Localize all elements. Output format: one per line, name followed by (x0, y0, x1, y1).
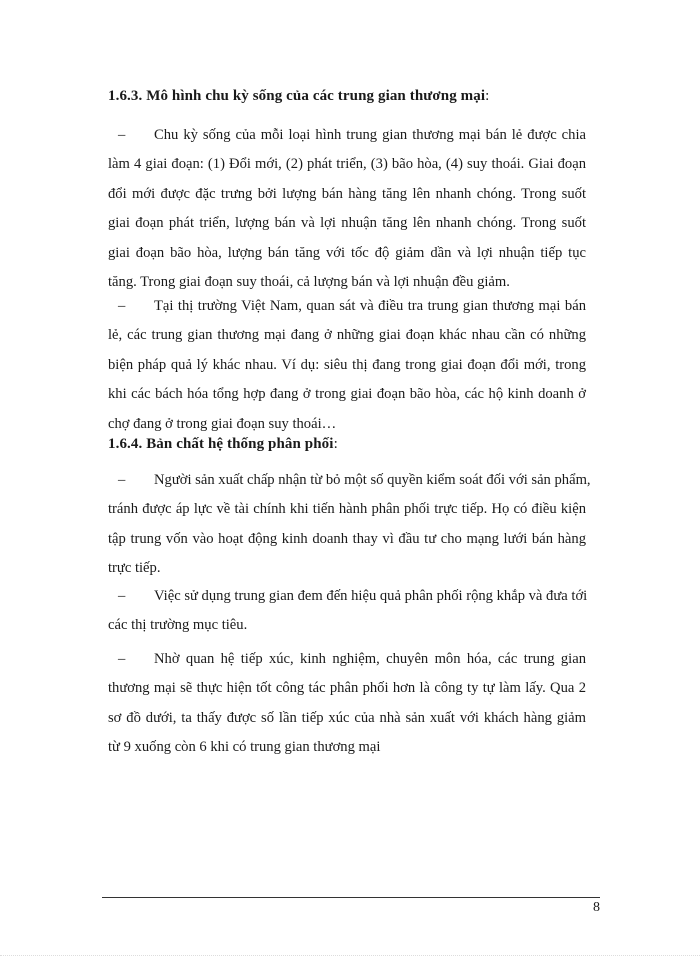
paragraph (108, 582, 586, 641)
footer-divider (102, 897, 600, 898)
line-text: Việc sử dụng trung gian đem đến hiệu quả phân phối rộng khắp và đưa tới (154, 588, 588, 604)
text-line (108, 645, 586, 674)
text-line: trực tiếp. (108, 560, 161, 577)
text-line: sơ đồ dưới, ta thấy được số lần tiếp xúc của nhà sản xuất với khách hàng giảm (108, 709, 586, 726)
line-text: Tại thị trường Việt Nam, quan sát và điều tra trung gian thương mại bán (154, 298, 586, 314)
heading-colon: : (333, 436, 338, 452)
line-text: Nhờ quan hệ tiếp xúc, kinh nghiệm, chuyên môn hóa, các trung gian (154, 651, 586, 667)
bullet-dash: – (118, 127, 126, 143)
text-line: đổi mới được đặc trưng bởi lượng bán hàng tăng lên nhanh chóng. Trong suốt (108, 185, 586, 202)
line-text: Chu kỳ sống của mỗi loại hình trung gian thương mại bán lẻ được chia (154, 127, 586, 143)
paragraph (108, 292, 586, 439)
text-line (108, 582, 586, 611)
bullet-dash: – (118, 651, 126, 667)
paragraph (108, 645, 586, 763)
line-text: Người sản xuất chấp nhận từ bỏ một số quyền kiểm soát đối với sản phẩm, (154, 472, 591, 488)
page-number: 8 (593, 900, 600, 915)
bullet-dash: – (118, 472, 126, 488)
text-line: từ 9 xuống còn 6 khi có trung gian thương mại (108, 739, 381, 756)
bullet-dash: – (118, 588, 126, 604)
text-line: các thị trường mục tiêu. (108, 617, 248, 634)
section-heading-1-6-4 (108, 436, 338, 453)
paragraph (108, 466, 591, 584)
bullet-dash: – (118, 298, 126, 314)
text-line: giai đoạn bão hòa, lượng bán tăng với tốc độ giảm dần và lợi nhuận tiếp tục (108, 244, 586, 261)
text-line: giai đoạn phát triển, lượng bán và lợi nhuận tăng lên nhanh chóng. Trong suốt (108, 215, 586, 232)
page-edge-divider (0, 955, 700, 956)
text-line: chợ đang ở trong giai đoạn suy thoái… (108, 415, 337, 432)
text-line (108, 292, 586, 321)
text-line: khi các bách hóa tổng hợp đang ở trong giai đoạn bão hòa, các hộ kinh doanh ở (108, 386, 586, 403)
section-title: 1.6.3. Mô hình chu kỳ sống của các trung gian thương mại (108, 88, 486, 104)
text-line (108, 466, 591, 495)
text-line: lẻ, các trung gian thương mại đang ở những giai đoạn khác nhau cần có những (108, 327, 586, 344)
text-line: tăng. Trong giai đoạn suy thoái, cả lượng bán và lợi nhuận đều giảm. (108, 274, 510, 291)
text-line: tập trung vốn vào hoạt động kinh doanh thay vì đầu tư cho mạng lưới bán hàng (108, 530, 586, 547)
paragraph (108, 121, 586, 297)
text-line: làm 4 giai đoạn: (1) Đổi mới, (2) phát triển, (3) bão hòa, (4) suy thoái. Giai đoạn (108, 156, 586, 173)
section-title: 1.6.4. Bản chất hệ thống phân phối (108, 436, 334, 452)
section-heading-1-6-3 (108, 88, 489, 105)
text-line: tránh được áp lực về tài chính khi tiến hành phân phối trực tiếp. Họ có điều kiện (108, 501, 586, 518)
heading-colon: : (485, 88, 490, 104)
text-line: thương mại sẽ thực hiện tốt công tác phân phối hơn là công ty tự làm lấy. Qua 2 (108, 680, 586, 697)
text-line (108, 121, 586, 150)
text-line: biện pháp quả lý khác nhau. Ví dụ: siêu thị đang trong giai đoạn đổi mới, trong (108, 356, 586, 373)
